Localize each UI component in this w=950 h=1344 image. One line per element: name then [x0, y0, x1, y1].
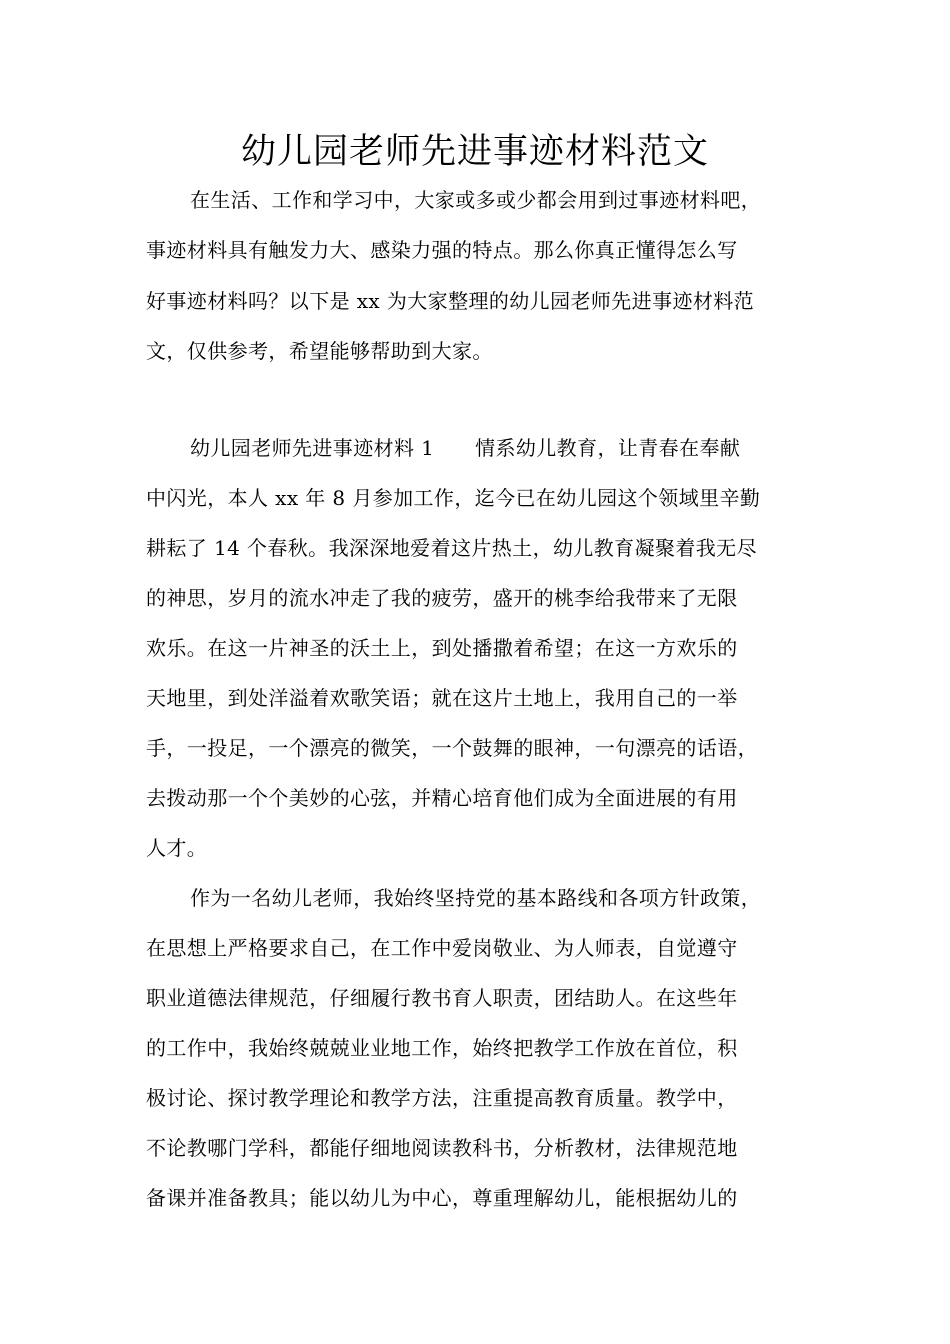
- text-line: 人才。: [146, 836, 208, 860]
- text-line: 在生活、工作和学习中，大家或多或少都会用到过事迹材料吧，: [190, 188, 762, 212]
- text-line: 手，一投足，一个漂亮的微笑，一个鼓舞的眼神，一句漂亮的话语，: [146, 736, 758, 760]
- text-line: 作为一名幼儿老师，我始终坚持党的基本路线和各项方针政策，: [190, 886, 762, 910]
- text-line: 极讨论、探讨教学理论和教学方法，注重提高教育质量。教学中，: [146, 1086, 738, 1110]
- text-line: 在思想上严格要求自己，在工作中爱岗敬业、为人师表，自觉遵守: [146, 936, 738, 960]
- text-line: 不论教哪门学科，都能仔细地阅读教科书，分析教材，法律规范地: [146, 1136, 738, 1160]
- text-line: 职业道德法律规范，仔细履行教书育人职责，团结助人。在这些年: [146, 986, 738, 1010]
- text-line: 好事迹材料吗？以下是 xx 为大家整理的幼儿园老师先进事迹材料范: [146, 289, 755, 313]
- text-line: 耕耘了 14 个春秋。我深深地爱着这片热土，幼儿教育凝聚着我无尽: [146, 536, 757, 560]
- text-line: 事迹材料具有触发力大、感染力强的特点。那么你真正懂得怎么写: [146, 238, 738, 262]
- document-title: 幼儿园老师先进事迹材料范文: [240, 132, 709, 172]
- text-line: 天地里，到处洋溢着欢歌笑语；就在这片土地上，我用自己的一举: [146, 686, 738, 710]
- text-line: 文，仅供参考，希望能够帮助到大家。: [146, 339, 493, 363]
- text-line: 去拨动那一个个美妙的心弦，并精心培育他们成为全面进展的有用: [146, 786, 738, 810]
- text-line: 中闪光，本人 xx 年 8 月参加工作，迄今已在幼儿园这个领域里辛勤: [146, 486, 761, 510]
- text-line: 备课并准备教具；能以幼儿为中心，尊重理解幼儿，能根据幼儿的: [146, 1186, 738, 1210]
- text-line: 幼儿园老师先进事迹材料 1 情系幼儿教育，让青春在奉献: [190, 436, 741, 460]
- text-line: 的神思，岁月的流水冲走了我的疲劳，盛开的桃李给我带来了无限: [146, 586, 738, 610]
- text-line: 的工作中，我始终兢兢业业地工作，始终把教学工作放在首位，积: [146, 1036, 738, 1060]
- text-line: 欢乐。在这一片神圣的沃土上，到处播撒着希望；在这一方欢乐的: [146, 636, 738, 660]
